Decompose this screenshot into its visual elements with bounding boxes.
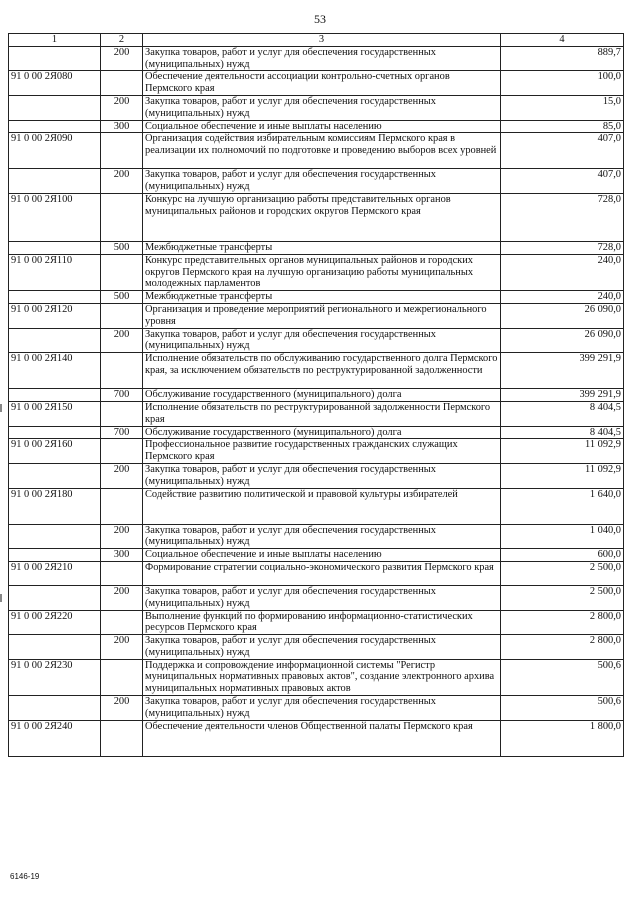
row-amount: 85,0 bbox=[501, 120, 624, 133]
table-row bbox=[9, 426, 624, 439]
row-expense-type bbox=[101, 193, 143, 241]
row-expense-type: 700 bbox=[101, 389, 143, 402]
row-name: Закупка товаров, работ и услуг для обеспечения государственных (муниципальных) нужд bbox=[143, 328, 501, 353]
row-amount: 728,0 bbox=[501, 241, 624, 254]
row-name: Социальное обеспечение и иные выплаты населению bbox=[143, 549, 501, 562]
row-name: Закупка товаров, работ и услуг для обеспечения государственных (муниципальных) нужд bbox=[143, 46, 501, 71]
row-expense-type: 200 bbox=[101, 524, 143, 549]
row-code: 91 0 00 2Я120 bbox=[9, 303, 101, 328]
table-row bbox=[9, 133, 624, 169]
row-expense-type bbox=[101, 254, 143, 290]
row-amount: 407,0 bbox=[501, 133, 624, 169]
row-amount: 728,0 bbox=[501, 193, 624, 241]
row-expense-type: 200 bbox=[101, 46, 143, 71]
row-amount: 100,0 bbox=[501, 71, 624, 96]
row-expense-type: 200 bbox=[101, 169, 143, 194]
row-name: Межбюджетные трансферты bbox=[143, 241, 501, 254]
row-code: 91 0 00 2Я230 bbox=[9, 659, 101, 695]
row-expense-type bbox=[101, 720, 143, 756]
table-body bbox=[9, 46, 624, 756]
row-amount: 11 092,9 bbox=[501, 439, 624, 464]
table-row bbox=[9, 696, 624, 721]
row-name: Конкурс представительных органов муниципальных районов и городских округов Пермского края на лучшую организацию работы муниципальных молодежных парламентов bbox=[143, 254, 501, 290]
row-amount: 889,7 bbox=[501, 46, 624, 71]
row-name: Закупка товаров, работ и услуг для обеспечения государственных (муниципальных) нужд bbox=[143, 95, 501, 120]
row-amount: 240,0 bbox=[501, 254, 624, 290]
row-amount: 15,0 bbox=[501, 95, 624, 120]
row-amount: 500,6 bbox=[501, 696, 624, 721]
row-amount: 2 800,0 bbox=[501, 610, 624, 635]
row-amount: 2 500,0 bbox=[501, 561, 624, 585]
row-name: Организация и проведение мероприятий регионального и межрегионального уровня bbox=[143, 303, 501, 328]
table-row bbox=[9, 71, 624, 96]
row-expense-type bbox=[101, 133, 143, 169]
page-number: 53 bbox=[314, 12, 326, 26]
row-name: Конкурс на лучшую организацию работы представительных органов муниципальных районов и городских округов Пермского края bbox=[143, 193, 501, 241]
row-expense-type: 200 bbox=[101, 95, 143, 120]
row-expense-type: 200 bbox=[101, 585, 143, 610]
row-code bbox=[9, 635, 101, 660]
table-row bbox=[9, 488, 624, 524]
row-name: Закупка товаров, работ и услуг для обеспечения государственных (муниципальных) нужд bbox=[143, 524, 501, 549]
row-expense-type: 200 bbox=[101, 696, 143, 721]
row-name: Профессиональное развитие государственных гражданских служащих Пермского края bbox=[143, 439, 501, 464]
table-row bbox=[9, 46, 624, 71]
row-name: Закупка товаров, работ и услуг для обеспечения государственных (муниципальных) нужд bbox=[143, 169, 501, 194]
row-expense-type bbox=[101, 488, 143, 524]
row-expense-type bbox=[101, 439, 143, 464]
row-code bbox=[9, 328, 101, 353]
row-code: 91 0 00 2Я240 bbox=[9, 720, 101, 756]
table-row bbox=[9, 254, 624, 290]
row-expense-type bbox=[101, 561, 143, 585]
row-expense-type: 500 bbox=[101, 241, 143, 254]
row-expense-type: 200 bbox=[101, 463, 143, 488]
row-expense-type bbox=[101, 303, 143, 328]
row-name: Выполнение функций по формированию информационно-статистических ресурсов Пермского края bbox=[143, 610, 501, 635]
table-row bbox=[9, 389, 624, 402]
row-amount: 500,6 bbox=[501, 659, 624, 695]
table-row bbox=[9, 720, 624, 756]
row-code: 91 0 00 2Я140 bbox=[9, 353, 101, 389]
table-row bbox=[9, 585, 624, 610]
row-name: Формирование стратегии социально-экономического развития Пермского края bbox=[143, 561, 501, 585]
row-code bbox=[9, 524, 101, 549]
row-expense-type bbox=[101, 659, 143, 695]
header-col-3: 3 bbox=[143, 34, 501, 47]
row-name: Обслуживание государственного (муниципального) долга bbox=[143, 426, 501, 439]
row-code bbox=[9, 120, 101, 133]
table-row bbox=[9, 439, 624, 464]
header-col-1: 1 bbox=[9, 34, 101, 47]
table-row bbox=[9, 193, 624, 241]
row-code bbox=[9, 46, 101, 71]
row-name: Организация содействия избирательным комиссиям Пермского края в реализации их полномочий по подготовке и проведению выборов всех уровней bbox=[143, 133, 501, 169]
row-amount: 1 640,0 bbox=[501, 488, 624, 524]
table-row bbox=[9, 95, 624, 120]
footer-code: 6146-19 bbox=[10, 872, 40, 881]
row-code bbox=[9, 389, 101, 402]
row-amount: 399 291,9 bbox=[501, 353, 624, 389]
row-name: Закупка товаров, работ и услуг для обеспечения государственных (муниципальных) нужд bbox=[143, 463, 501, 488]
row-code: 91 0 00 2Я090 bbox=[9, 133, 101, 169]
table-row bbox=[9, 610, 624, 635]
row-code: 91 0 00 2Я180 bbox=[9, 488, 101, 524]
row-expense-type: 200 bbox=[101, 635, 143, 660]
row-amount: 11 092,9 bbox=[501, 463, 624, 488]
scan-edge-mark bbox=[0, 404, 2, 412]
row-code bbox=[9, 463, 101, 488]
row-name: Обеспечение деятельности членов Общественной палаты Пермского края bbox=[143, 720, 501, 756]
row-amount: 399 291,9 bbox=[501, 389, 624, 402]
row-name: Закупка товаров, работ и услуг для обеспечения государственных (муниципальных) нужд bbox=[143, 635, 501, 660]
table-row bbox=[9, 659, 624, 695]
header-col-2: 2 bbox=[101, 34, 143, 47]
row-name: Исполнение обязательств по реструктурированной задолженности Пермского края bbox=[143, 401, 501, 426]
row-expense-type: 200 bbox=[101, 328, 143, 353]
row-code: 91 0 00 2Я150 bbox=[9, 401, 101, 426]
row-code bbox=[9, 696, 101, 721]
row-name: Содействие развитию политической и правовой культуры избирателей bbox=[143, 488, 501, 524]
row-amount: 26 090,0 bbox=[501, 328, 624, 353]
row-amount: 2 800,0 bbox=[501, 635, 624, 660]
row-amount: 1 040,0 bbox=[501, 524, 624, 549]
table-row bbox=[9, 303, 624, 328]
row-amount: 8 404,5 bbox=[501, 401, 624, 426]
table-row bbox=[9, 401, 624, 426]
row-code bbox=[9, 426, 101, 439]
row-expense-type: 700 bbox=[101, 426, 143, 439]
table-row bbox=[9, 120, 624, 133]
row-expense-type bbox=[101, 610, 143, 635]
table-row bbox=[9, 169, 624, 194]
row-code: 91 0 00 2Я080 bbox=[9, 71, 101, 96]
row-name: Закупка товаров, работ и услуг для обеспечения государственных (муниципальных) нужд bbox=[143, 585, 501, 610]
row-amount: 600,0 bbox=[501, 549, 624, 562]
header-col-4: 4 bbox=[501, 34, 624, 47]
row-name: Межбюджетные трансферты bbox=[143, 291, 501, 304]
table-row bbox=[9, 549, 624, 562]
row-amount: 8 404,5 bbox=[501, 426, 624, 439]
row-expense-type: 300 bbox=[101, 120, 143, 133]
row-name: Обслуживание государственного (муниципального) долга bbox=[143, 389, 501, 402]
budget-table bbox=[8, 33, 624, 757]
row-amount: 26 090,0 bbox=[501, 303, 624, 328]
row-expense-type bbox=[101, 401, 143, 426]
row-expense-type: 300 bbox=[101, 549, 143, 562]
table-row bbox=[9, 353, 624, 389]
row-code: 91 0 00 2Я160 bbox=[9, 439, 101, 464]
row-amount: 407,0 bbox=[501, 169, 624, 194]
table-row bbox=[9, 463, 624, 488]
table-row bbox=[9, 524, 624, 549]
table-row bbox=[9, 291, 624, 304]
table-row bbox=[9, 241, 624, 254]
table-row bbox=[9, 561, 624, 585]
row-code: 91 0 00 2Я220 bbox=[9, 610, 101, 635]
row-amount: 1 800,0 bbox=[501, 720, 624, 756]
row-code bbox=[9, 291, 101, 304]
row-expense-type: 500 bbox=[101, 291, 143, 304]
row-code: 91 0 00 2Я210 bbox=[9, 561, 101, 585]
row-name: Поддержка и сопровождение информационной системы "Регистр муниципальных нормативных правовых актов", создание электронного архива муниципальных нормативных правовых актов bbox=[143, 659, 501, 695]
row-expense-type bbox=[101, 71, 143, 96]
row-code bbox=[9, 169, 101, 194]
row-expense-type bbox=[101, 353, 143, 389]
row-amount: 240,0 bbox=[501, 291, 624, 304]
table-header-row bbox=[9, 34, 624, 47]
row-name: Социальное обеспечение и иные выплаты населению bbox=[143, 120, 501, 133]
row-amount: 2 500,0 bbox=[501, 585, 624, 610]
row-name: Закупка товаров, работ и услуг для обеспечения государственных (муниципальных) нужд bbox=[143, 696, 501, 721]
scan-edge-mark bbox=[0, 594, 2, 602]
row-name: Обеспечение деятельности ассоциации контрольно-счетных органов Пермского края bbox=[143, 71, 501, 96]
row-code bbox=[9, 241, 101, 254]
row-code bbox=[9, 95, 101, 120]
row-code: 91 0 00 2Я100 bbox=[9, 193, 101, 241]
table-row bbox=[9, 328, 624, 353]
table-row bbox=[9, 635, 624, 660]
row-code: 91 0 00 2Я110 bbox=[9, 254, 101, 290]
row-code bbox=[9, 549, 101, 562]
row-name: Исполнение обязательств по обслуживанию государственного долга Пермского края, за исключением обязательств по реструктурированной задолженности bbox=[143, 353, 501, 389]
row-code bbox=[9, 585, 101, 610]
